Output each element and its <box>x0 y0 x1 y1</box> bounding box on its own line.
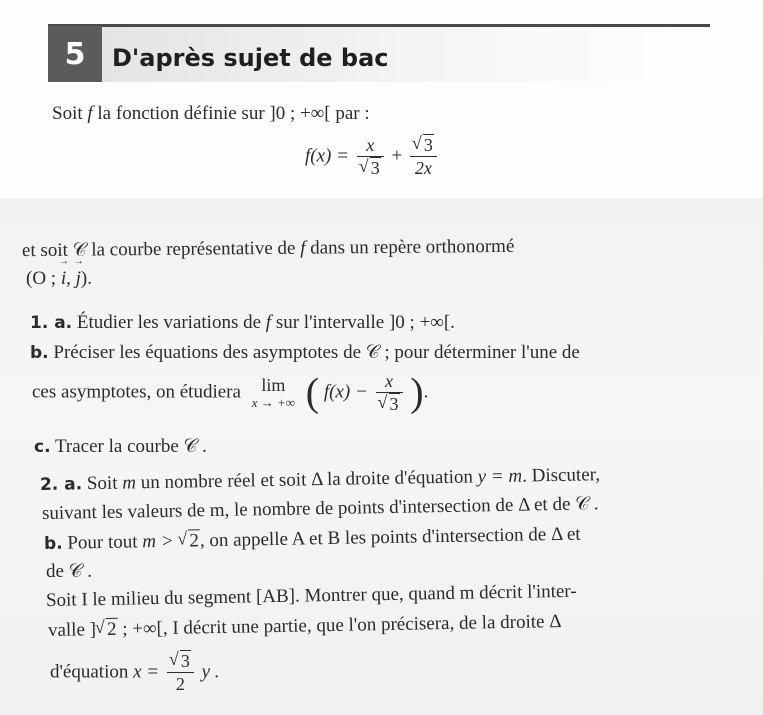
plus-sign: + <box>391 145 403 167</box>
intro-text: la fonction définie sur ]0 ; +∞[ par : <box>97 103 370 124</box>
question-text: suivant les valeurs de m, le nombre de points d'intersection de Δ et de 𝒞 . <box>41 493 599 524</box>
frame-sep: , <box>66 268 76 289</box>
intro-text: dans un repère orthonormé <box>310 235 515 259</box>
sqrt-symbol <box>178 530 200 552</box>
left-paren: ( <box>305 369 320 415</box>
question-number: b. <box>43 533 63 554</box>
limit-operator <box>252 375 295 410</box>
inequality: m > <box>142 530 174 553</box>
question-text: Soit I le milieu du segment [AB]. Montrer que, quand m décrit l'inter- <box>45 580 577 611</box>
question-text: . Discuter, <box>521 464 601 487</box>
question-text: sur l'intervalle ]0 ; +∞[. <box>275 312 455 333</box>
fraction-numerator: x <box>366 135 375 155</box>
radicand: 3 <box>370 158 380 178</box>
intro-line-2 <box>22 236 515 262</box>
vector-i: → i <box>61 268 66 290</box>
question-number: 1. a. <box>30 313 73 333</box>
sqrt-symbol <box>170 650 191 672</box>
question-text: d'équation <box>50 661 129 683</box>
fraction-numerator: x <box>385 371 394 391</box>
fraction-sqrt3-over-2x <box>410 134 437 179</box>
question-text: Étudier les variations de <box>76 312 262 333</box>
radicand: 3 <box>180 651 190 671</box>
fraction-x-over-sqrt3 <box>376 370 403 415</box>
fraction-sqrt3-over-2 <box>167 650 194 695</box>
sqrt-symbol <box>379 393 400 415</box>
function-symbol: f <box>87 103 93 124</box>
limit-expression: f(x) − <box>323 381 368 403</box>
question-text: valle ] <box>47 619 97 641</box>
frame-notation <box>26 268 92 290</box>
question-number: b. <box>30 343 49 363</box>
exercise-number: 5 <box>48 26 102 82</box>
limit-label: lim <box>261 375 286 395</box>
intro-line-1 <box>52 103 370 125</box>
sqrt-symbol <box>96 619 118 641</box>
exercise-title: D'après sujet de bac <box>112 44 389 72</box>
radicand: 3 <box>389 394 399 414</box>
question-text: Pour tout <box>67 531 138 554</box>
radicand: 3 <box>423 135 433 155</box>
question-number: c. <box>34 437 51 457</box>
fraction-x-over-sqrt3 <box>357 134 384 179</box>
intro-text: et soit 𝒞 la courbe représentative de <box>21 237 296 262</box>
fraction-denominator: 2 <box>167 672 194 695</box>
equation-rhs: y . <box>201 661 220 683</box>
frame-close: ). <box>80 268 92 289</box>
right-paren: ) <box>410 369 424 415</box>
function-symbol: f <box>265 312 272 333</box>
sqrt-symbol <box>413 134 434 156</box>
question-1b-limit <box>32 370 428 415</box>
question-text: ces asymptotes, on étudiera <box>32 381 241 403</box>
question-2c-line-3 <box>50 650 220 695</box>
variable-m: m <box>122 472 137 494</box>
question-text: ; +∞[, I décrit une partie, que l'on précisera, de la droite Δ <box>122 611 562 640</box>
question-number: 2. a. <box>39 474 83 495</box>
formula-lhs: f(x) = <box>305 145 349 167</box>
fraction-denominator: 2x <box>410 156 437 179</box>
question-text: de 𝒞 . <box>46 561 93 582</box>
equation-lhs: x = <box>133 661 160 683</box>
question-2b-line-2 <box>46 561 92 583</box>
question-text: Préciser les équations des asymptotes de 𝒞 ; pour déterminer l'une de <box>53 342 580 363</box>
radicand: 2 <box>189 530 200 552</box>
question-text: un nombre réel et soit Δ la droite d'équation <box>140 466 474 494</box>
equation: y = m <box>477 465 523 488</box>
intro-text: Soit <box>52 103 83 124</box>
radicand: 2 <box>106 618 117 640</box>
question-text: , on appelle A et B les points d'intersection de Δ et <box>199 523 581 552</box>
question-1b <box>30 342 580 364</box>
question-text: Tracer la courbe 𝒞 . <box>54 436 207 457</box>
question-text: Soit <box>86 472 118 495</box>
question-1c <box>34 436 207 458</box>
frame-open: (O ; <box>26 268 61 289</box>
vector-j: → j <box>76 268 81 290</box>
period: . <box>423 381 429 403</box>
function-definition <box>305 134 440 179</box>
limit-subscript: x → +∞ <box>251 395 295 410</box>
function-symbol: f <box>300 237 306 259</box>
question-1a <box>30 312 455 334</box>
sqrt-symbol <box>360 157 381 179</box>
